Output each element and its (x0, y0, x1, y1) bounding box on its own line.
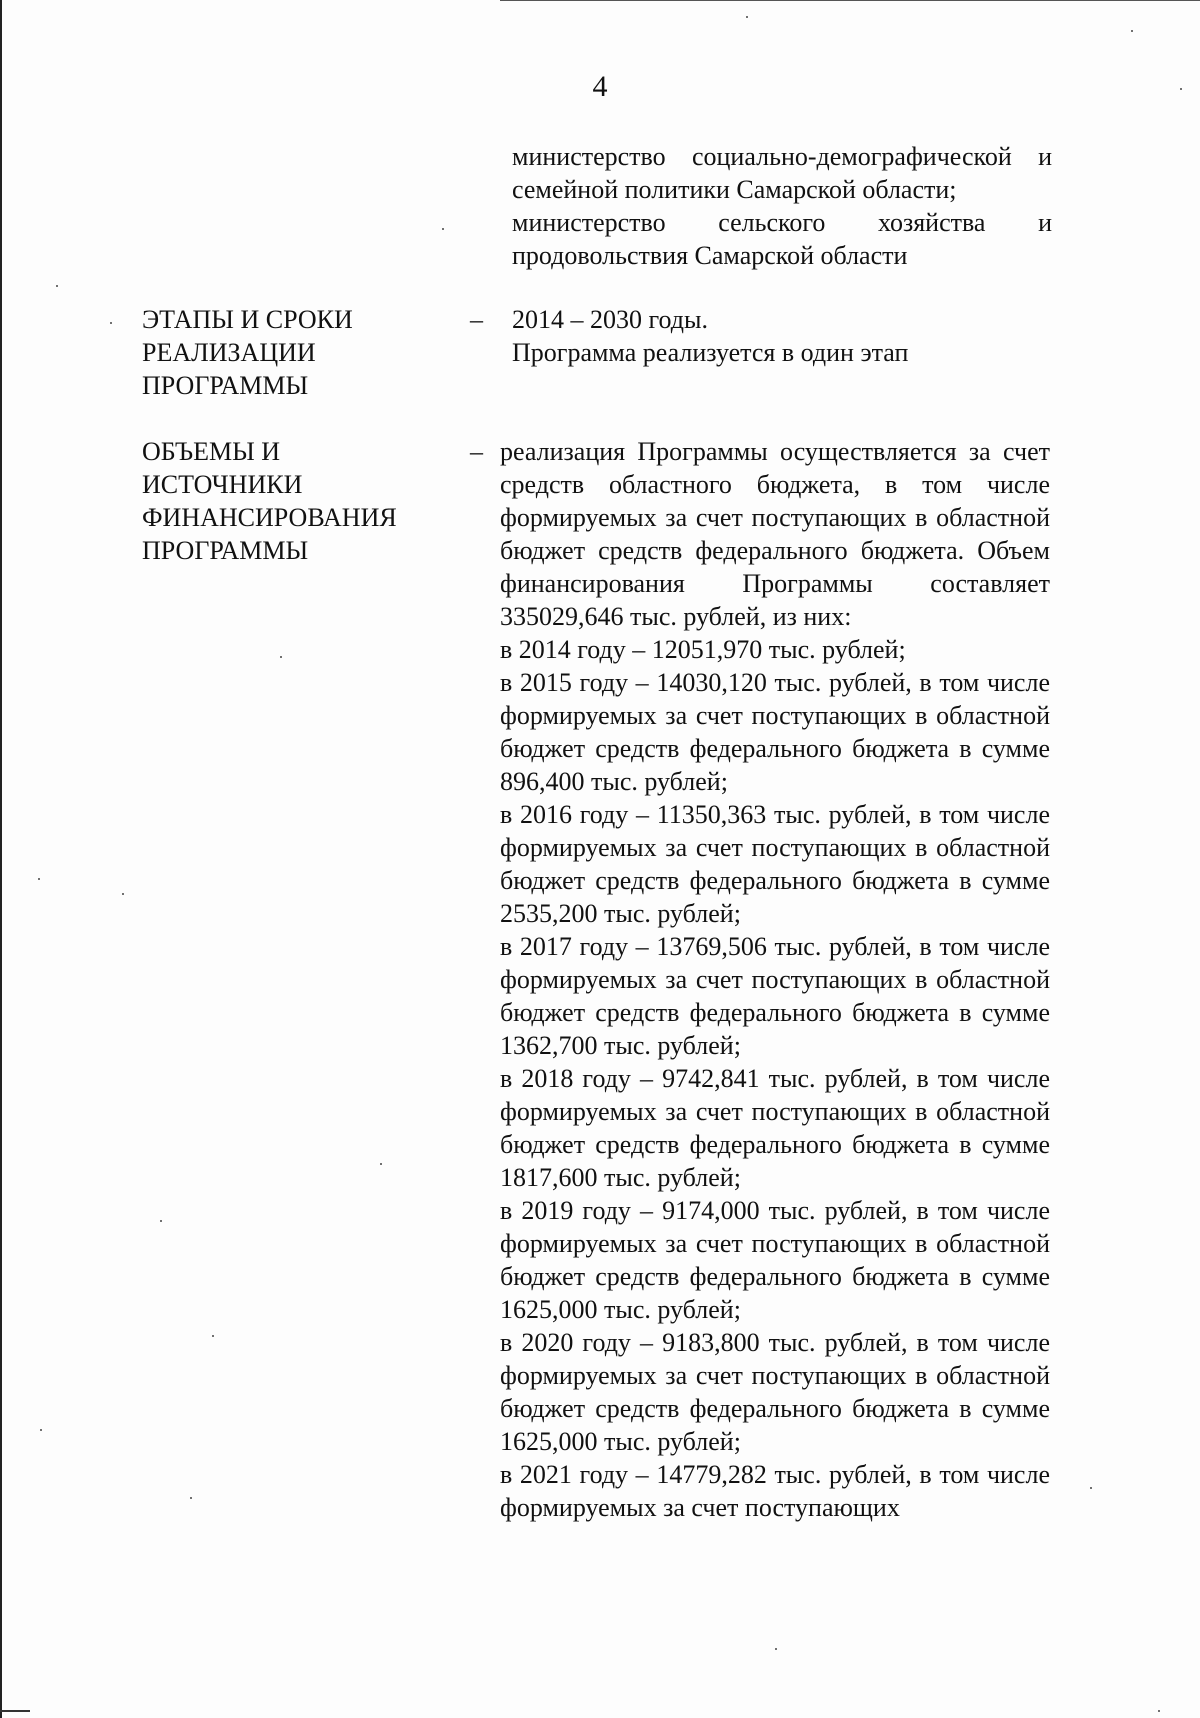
stages-label (142, 303, 442, 402)
scan-speck (775, 1648, 777, 1650)
funding-label-line: ФИНАНСИРОВАНИЯ (142, 503, 397, 532)
executor-item: министерство сельского хозяйства и продовольствия Самарской области (512, 208, 1052, 270)
scan-speck (160, 1220, 162, 1222)
funding-intro: реализация Программы осуществляется за счет средств областного бюджета, в том числе формируемых за счет поступающих в областной бюджет средств федерального бюджета. Объем финансирования Программы составляет 335029,646 тыс. рублей, из них: (500, 437, 1050, 631)
stages-dash: – (470, 305, 483, 334)
stages-value (512, 303, 1052, 369)
scan-speck (746, 16, 748, 18)
funding-value (500, 435, 1050, 1524)
stages-line: Программа реализуется в один этап (512, 338, 909, 367)
stages-label-line: РЕАЛИЗАЦИИ (142, 338, 316, 367)
funding-year-item: в 2020 году – 9183,800 тыс. рублей, в том числе формируемых за счет поступающих в областной бюджет средств федерального бюджета в сумме 1625,000 тыс. рублей; (500, 1328, 1050, 1456)
scan-speck (38, 878, 40, 880)
page-number: 4 (592, 70, 608, 103)
funding-label-line: ОБЪЕМЫ И (142, 437, 281, 466)
funding-year-item: в 2021 году – 14779,282 тыс. рублей, в том числе формируемых за счет поступающих (500, 1460, 1050, 1522)
funding-label-line: ИСТОЧНИКИ (142, 470, 303, 499)
scan-speck (110, 322, 112, 324)
scan-speck (1090, 1487, 1092, 1489)
funding-label-line: ПРОГРАММЫ (142, 536, 309, 565)
scan-speck (380, 1163, 382, 1165)
scan-speck (40, 1429, 42, 1431)
stages-line: 2014 – 2030 годы. (512, 305, 708, 334)
stages-label-line: ПРОГРАММЫ (142, 371, 309, 400)
scan-speck (1131, 30, 1133, 32)
scan-left-edge (0, 0, 2, 1718)
scan-speck (122, 893, 124, 895)
scan-speck (1158, 1710, 1160, 1712)
scan-speck (442, 228, 444, 230)
funding-year-item: в 2016 году – 11350,363 тыс. рублей, в том числе формируемых за счет поступающих в областной бюджет средств федерального бюджета в сумме 2535,200 тыс. рублей; (500, 800, 1050, 928)
executor-item: министерство социально-демографической и семейной политики Самарской области; (512, 142, 1052, 204)
scan-bottom-mark (0, 1710, 30, 1712)
scan-top-edge (500, 0, 1200, 1)
funding-year-item: в 2019 году – 9174,000 тыс. рублей, в том числе формируемых за счет поступающих в областной бюджет средств федерального бюджета в сумме 1625,000 тыс. рублей; (500, 1196, 1050, 1324)
scan-speck (1180, 88, 1182, 90)
funding-year-item: в 2014 году – 12051,970 тыс. рублей; (500, 635, 906, 664)
funding-year-item: в 2015 году – 14030,120 тыс. рублей, в том числе формируемых за счет поступающих в областной бюджет средств федерального бюджета в сумме 896,400 тыс. рублей; (500, 668, 1050, 796)
scan-speck (190, 1497, 192, 1499)
funding-label (142, 435, 442, 567)
scan-speck (280, 656, 282, 658)
funding-year-item: в 2017 году – 13769,506 тыс. рублей, в том числе формируемых за счет поступающих в областной бюджет средств федерального бюджета в сумме 1362,700 тыс. рублей; (500, 932, 1050, 1060)
funding-dash: – (470, 437, 483, 466)
stages-label-line: ЭТАПЫ И СРОКИ (142, 305, 353, 334)
scan-speck (212, 1335, 214, 1337)
scan-speck (56, 285, 58, 287)
executors-continuation (512, 140, 1052, 272)
funding-year-item: в 2018 году – 9742,841 тыс. рублей, в том числе формируемых за счет поступающих в областной бюджет средств федерального бюджета в сумме 1817,600 тыс. рублей; (500, 1064, 1050, 1192)
